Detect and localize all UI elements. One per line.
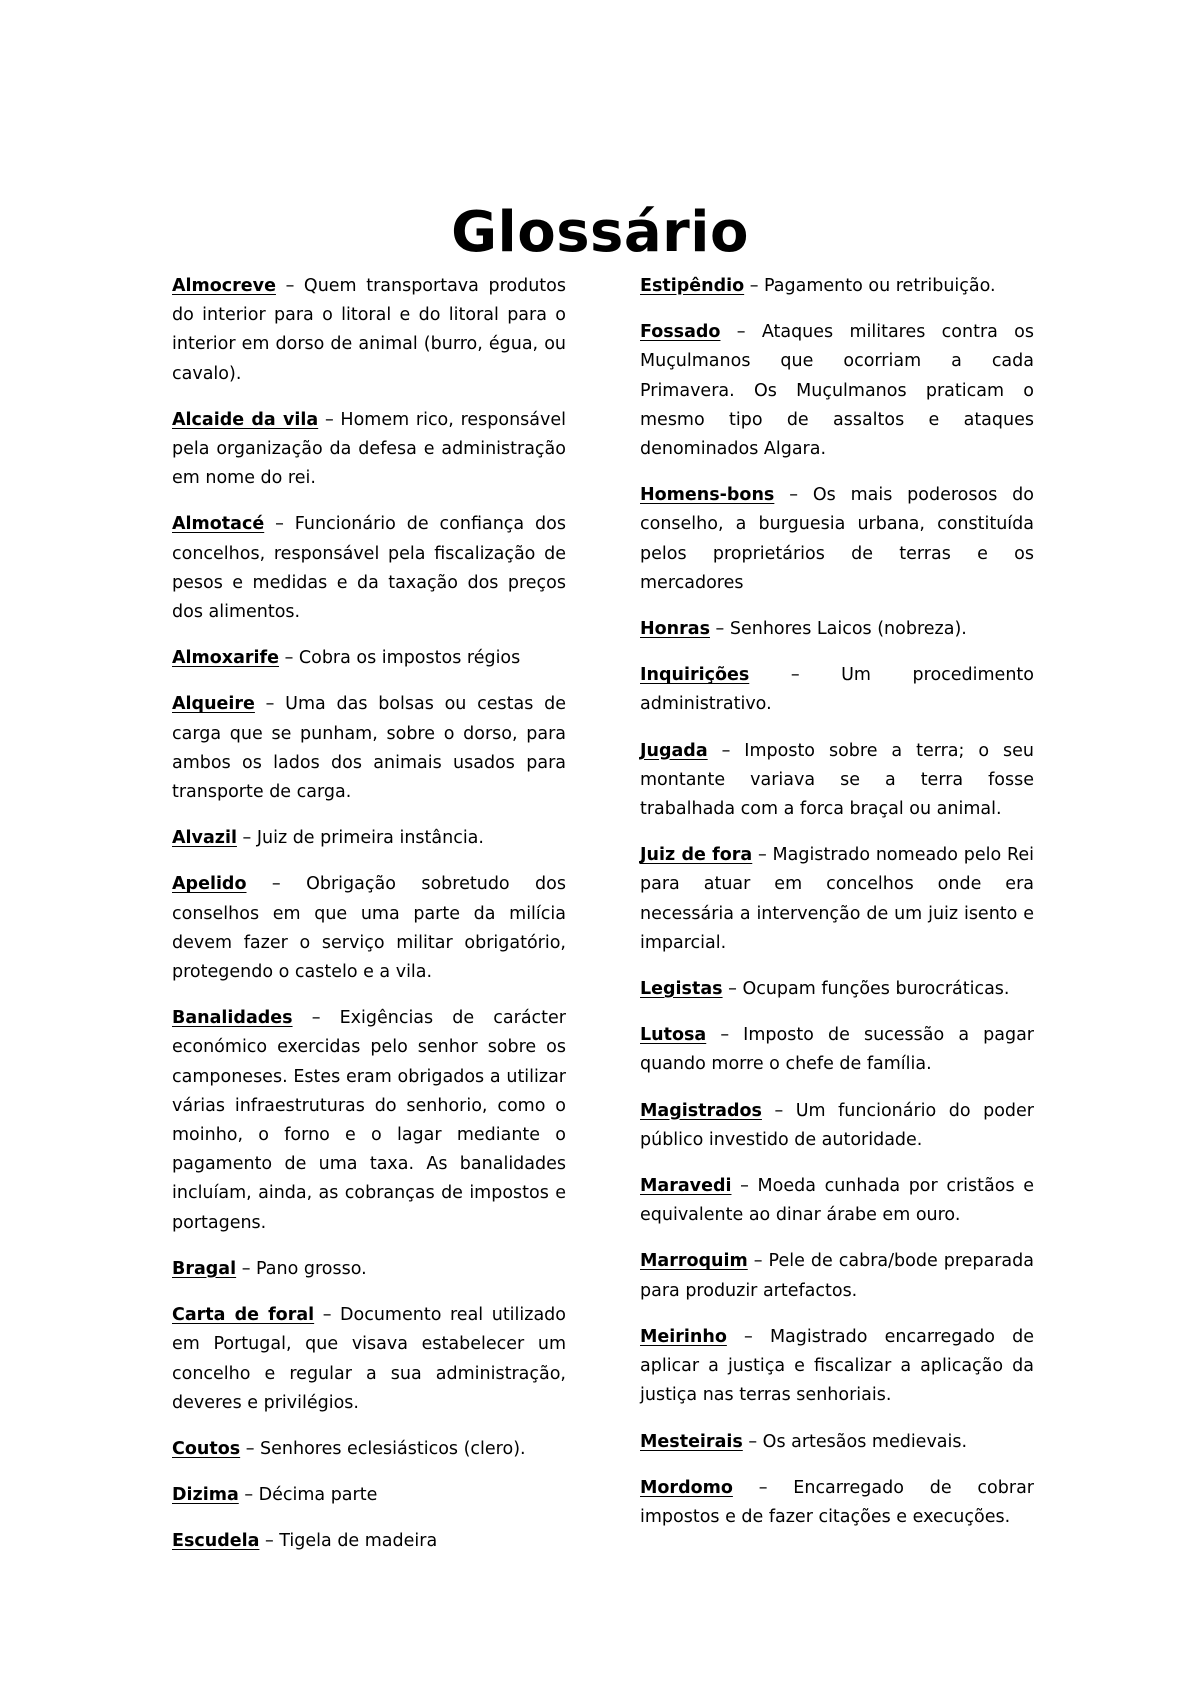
glossary-definition: – Obrigação sobretudo dos conselhos em que uma parte da milícia devem fazer o serviço militar obrigatório, protegendo o castelo e a vila. [172,874,566,983]
glossary-term: Jugada [640,740,708,761]
glossary-entry [640,1474,1034,1532]
glossary-definition: – Magistrado nomeado pelo Rei para atuar em concelhos onde era necessária a intervenção de um juiz isento e imparcial. [640,845,1034,953]
glossary-term: Legistas [640,979,723,1000]
glossary-term: Alqueire [172,694,255,715]
glossary-term: Bragal [172,1258,237,1279]
glossary-term: Honras [640,619,710,640]
glossary-term: Alcaide da vila [172,409,319,430]
page-title: Glossário [451,199,749,265]
glossary-term: Homens-bons [640,485,775,506]
glossary-term: Almoxarife [172,648,280,669]
glossary-definition: – Imposto de sucessão a pagar quando morre o chefe de família. [640,1025,1034,1075]
glossary-definition: – Funcionário de confiança dos concelhos, responsável pela fiscalização de pesos e medidas e da taxação dos preços dos alimentos. [172,514,566,623]
glossary-entry [640,1097,1034,1155]
glossary-entry [640,1172,1034,1230]
glossary-entry [172,824,566,853]
glossary-term: Almocreve [172,276,276,296]
glossary-entry [172,1527,566,1556]
glossary-term: Magistrados [640,1100,762,1121]
glossary-definition: – Pano grosso. [236,1258,367,1279]
glossary-entry [172,1004,566,1238]
glossary-definition: – Encarregado de cobrar impostos e de fazer citações e execuções. [640,1477,1034,1527]
glossary-definition: – Senhores eclesiásticos (clero). [240,1438,526,1459]
glossary-definition: – Pele de cabra/bode preparada para produzir artefactos. [640,1251,1034,1301]
glossary-definition: – Documento real utilizado em Portugal, que visava estabelecer um concelho e regular a sua administração, deveres e privilégios. [172,1305,566,1413]
glossary-entry [640,1428,1034,1457]
glossary-definition: – Um procedimento administrativo. [640,665,1034,715]
glossary-column-right [640,272,1034,1549]
glossary-definition: – Um funcionário do poder público investido de autoridade. [640,1100,1034,1150]
glossary-definition: – Uma das bolsas ou cestas de carga que se punham, sobre o dorso, para ambos os lados dos animais usados para transporte de carga. [172,694,566,803]
glossary-term: Escudela [172,1531,260,1552]
glossary-entry [172,406,566,494]
glossary-term: Inquirições [640,665,750,686]
glossary-definition: – Homem rico, responsável pela organização da defesa e administração em nome do rei. [172,409,566,489]
glossary-entry [172,870,566,987]
glossary-definition: – Imposto sobre a terra; o seu montante variava se a terra fosse trabalhada com a forca braçal ou animal. [640,740,1034,820]
glossary-entry [640,272,1034,301]
glossary-term: Lutosa [640,1025,707,1046]
glossary-term: Estipêndio [640,276,745,296]
glossary-definition: – Quem transportava produtos do interior para o litoral e do litoral para o interior em dorso de animal (burro, égua, ou cavalo). [172,276,566,384]
glossary-entry [172,1481,566,1510]
glossary-entry [640,1021,1034,1079]
glossary-definition: – Moeda cunhada por cristãos e equivalente ao dinar árabe em ouro. [640,1176,1034,1226]
glossary-definition: – Décima parte [238,1485,378,1506]
glossary-entry [640,481,1034,598]
glossary-entry [640,318,1034,464]
glossary-definition: – Cobra os impostos régios [279,648,521,669]
glossary-term: Alvazil [172,828,237,849]
glossary-term: Marroquim [640,1251,748,1272]
glossary-entry [640,975,1034,1004]
glossary-term: Fossado [640,322,721,343]
glossary-term: Carta de foral [172,1305,315,1326]
glossary-term: Mesteirais [640,1431,743,1452]
glossary-definition: – Magistrado encarregado de aplicar a justiça e fiscalizar a aplicação da justiça nas terras senhoriais. [640,1326,1034,1406]
glossary-entry [640,661,1034,719]
glossary-entry [172,1435,566,1464]
glossary-term: Apelido [172,874,247,895]
glossary-entry [640,1247,1034,1305]
glossary-definition: – Exigências de carácter económico exercidas pelo senhor sobre os camponeses. Estes eram obrigados a utilizar várias infraestruturas do senhorio, como o moinho, o forno e o lagar mediante o pagamento de uma taxa. As banalidades incluíam, ainda, as cobranças de impostos e portagens. [172,1008,566,1233]
glossary-term: Coutos [172,1438,241,1459]
glossary-entry [640,737,1034,825]
glossary-definition: – Tigela de madeira [259,1531,438,1552]
glossary-entry [172,644,566,673]
glossary-term: Meirinho [640,1326,727,1347]
glossary-entry [172,690,566,807]
glossary-definition: – Ataques militares contra os Muçulmanos que ocorriam a cada Primavera. Os Muçulmanos praticam o mesmo tipo de assaltos e ataques denominados Algara. [640,322,1034,460]
glossary-definition: – Ocupam funções burocráticas. [722,979,1010,1000]
glossary-term: Almotacé [172,514,265,535]
glossary-entry [172,272,566,389]
glossary-column-left [172,272,566,1574]
glossary-term: Banalidades [172,1008,293,1029]
glossary-entry [640,615,1034,644]
glossary-entry [172,510,566,627]
glossary-definition: – Senhores Laicos (nobreza). [709,619,967,640]
glossary-entry [640,1323,1034,1411]
glossary-entry [640,841,1034,958]
glossary-definition: – Os artesãos medievais. [742,1431,968,1452]
glossary-entry [172,1255,566,1284]
glossary-term: Mordomo [640,1477,733,1498]
glossary-definition: – Os mais poderosos do conselho, a burguesia urbana, constituída pelos proprietários de terras e os mercadores [640,485,1034,593]
glossary-definition: – Juiz de primeira instância. [236,828,484,849]
glossary-definition: – Pagamento ou retribuição. [744,276,996,296]
glossary-term: Dizima [172,1485,239,1506]
glossary-entry [172,1301,566,1418]
glossary-term: Maravedi [640,1176,732,1197]
glossary-term: Juiz de fora [640,845,753,866]
